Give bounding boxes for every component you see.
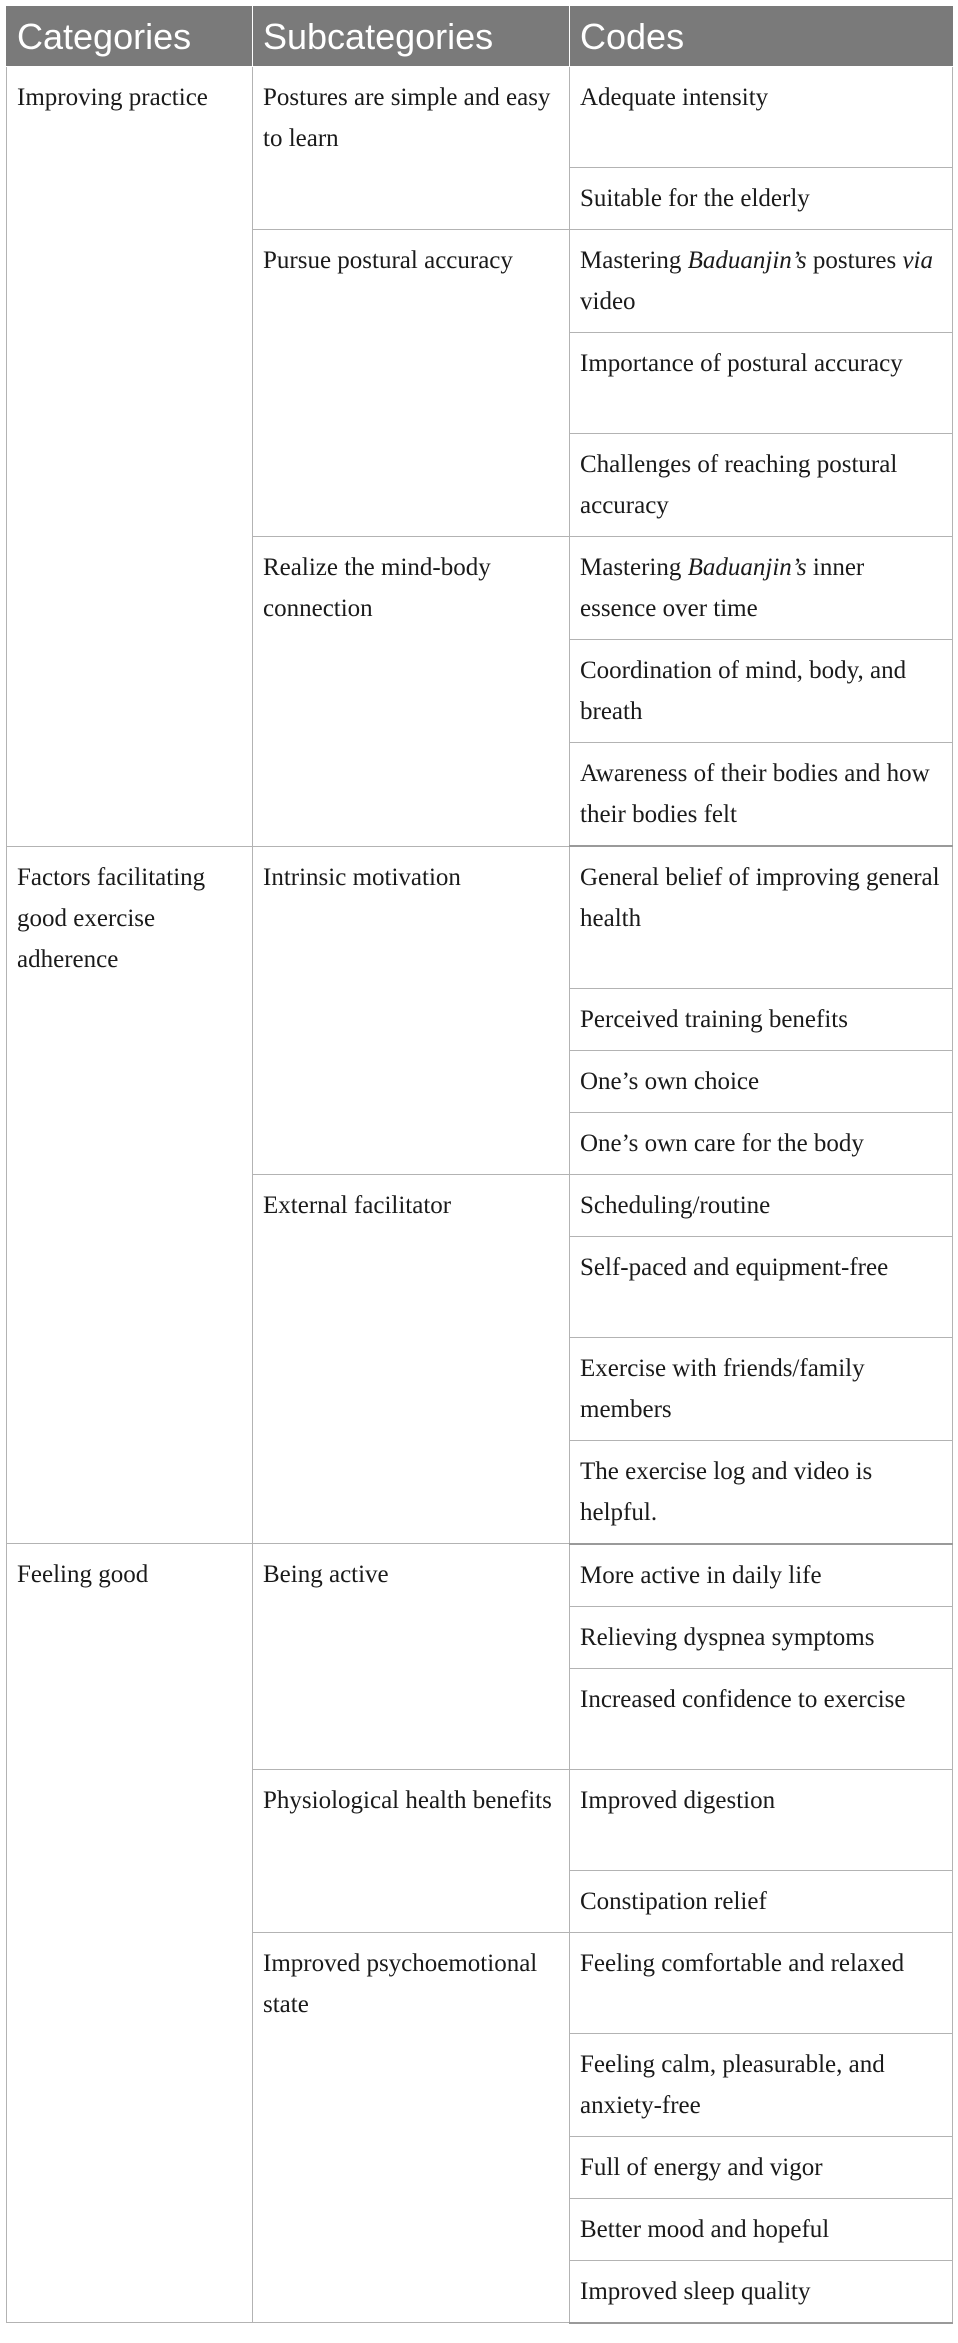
code-cell: Increased confidence to exercise xyxy=(570,1668,953,1769)
subcategory-cell: Pursue postural accuracy xyxy=(253,230,570,537)
code-cell: The exercise log and video is helpful. xyxy=(570,1440,953,1544)
code-cell: Improved sleep quality xyxy=(570,2260,953,2323)
code-cell: Adequate intensity xyxy=(570,67,953,168)
code-cell: Mastering Baduanjin’s inner essence over time xyxy=(570,537,953,640)
code-cell: Suitable for the elderly xyxy=(570,168,953,230)
table-row xyxy=(7,846,953,988)
header-codes: Codes xyxy=(570,7,953,67)
code-cell: Scheduling/routine xyxy=(570,1174,953,1236)
subcategory-cell: Realize the mind-body connection xyxy=(253,537,570,847)
subcategory-cell: Improved psychoemotional state xyxy=(253,1932,570,2323)
code-cell: Mastering Baduanjin’s postures via video xyxy=(570,230,953,333)
category-cell: Feeling good xyxy=(7,1544,253,2323)
subcategory-cell: Intrinsic motivation xyxy=(253,846,570,1174)
table-row xyxy=(7,67,953,168)
code-cell: Feeling calm, pleasurable, and anxiety-free xyxy=(570,2033,953,2136)
code-cell: Awareness of their bodies and how their bodies felt xyxy=(570,743,953,847)
category-cell: Improving practice xyxy=(7,67,253,847)
header-categories: Categories xyxy=(7,7,253,67)
code-cell: One’s own choice xyxy=(570,1050,953,1112)
subcategory-cell: Postures are simple and easy to learn xyxy=(253,67,570,230)
header-row xyxy=(7,7,953,67)
themes-table xyxy=(6,6,953,2324)
code-cell: Improved digestion xyxy=(570,1769,953,1870)
table-row xyxy=(7,1544,953,1607)
subcategory-cell: Being active xyxy=(253,1544,570,1770)
code-cell: One’s own care for the body xyxy=(570,1112,953,1174)
code-cell: Feeling comfortable and relaxed xyxy=(570,1932,953,2033)
header-subcategories: Subcategories xyxy=(253,7,570,67)
code-cell: Coordination of mind, body, and breath xyxy=(570,640,953,743)
category-cell: Factors facilitating good exercise adherence xyxy=(7,846,253,1544)
code-cell: Self-paced and equipment-free xyxy=(570,1236,953,1337)
code-cell: Relieving dyspnea symptoms xyxy=(570,1606,953,1668)
code-cell: Full of energy and vigor xyxy=(570,2136,953,2198)
code-cell: Importance of postural accuracy xyxy=(570,333,953,434)
code-cell: Constipation relief xyxy=(570,1870,953,1932)
code-cell: Challenges of reaching postural accuracy xyxy=(570,434,953,537)
subcategory-cell: External facilitator xyxy=(253,1174,570,1544)
code-cell: Exercise with friends/family members xyxy=(570,1337,953,1440)
code-cell: More active in daily life xyxy=(570,1544,953,1607)
code-cell: Perceived training benefits xyxy=(570,988,953,1050)
subcategory-cell: Physiological health benefits xyxy=(253,1769,570,1932)
code-cell: General belief of improving general health xyxy=(570,846,953,988)
code-cell: Better mood and hopeful xyxy=(570,2198,953,2260)
